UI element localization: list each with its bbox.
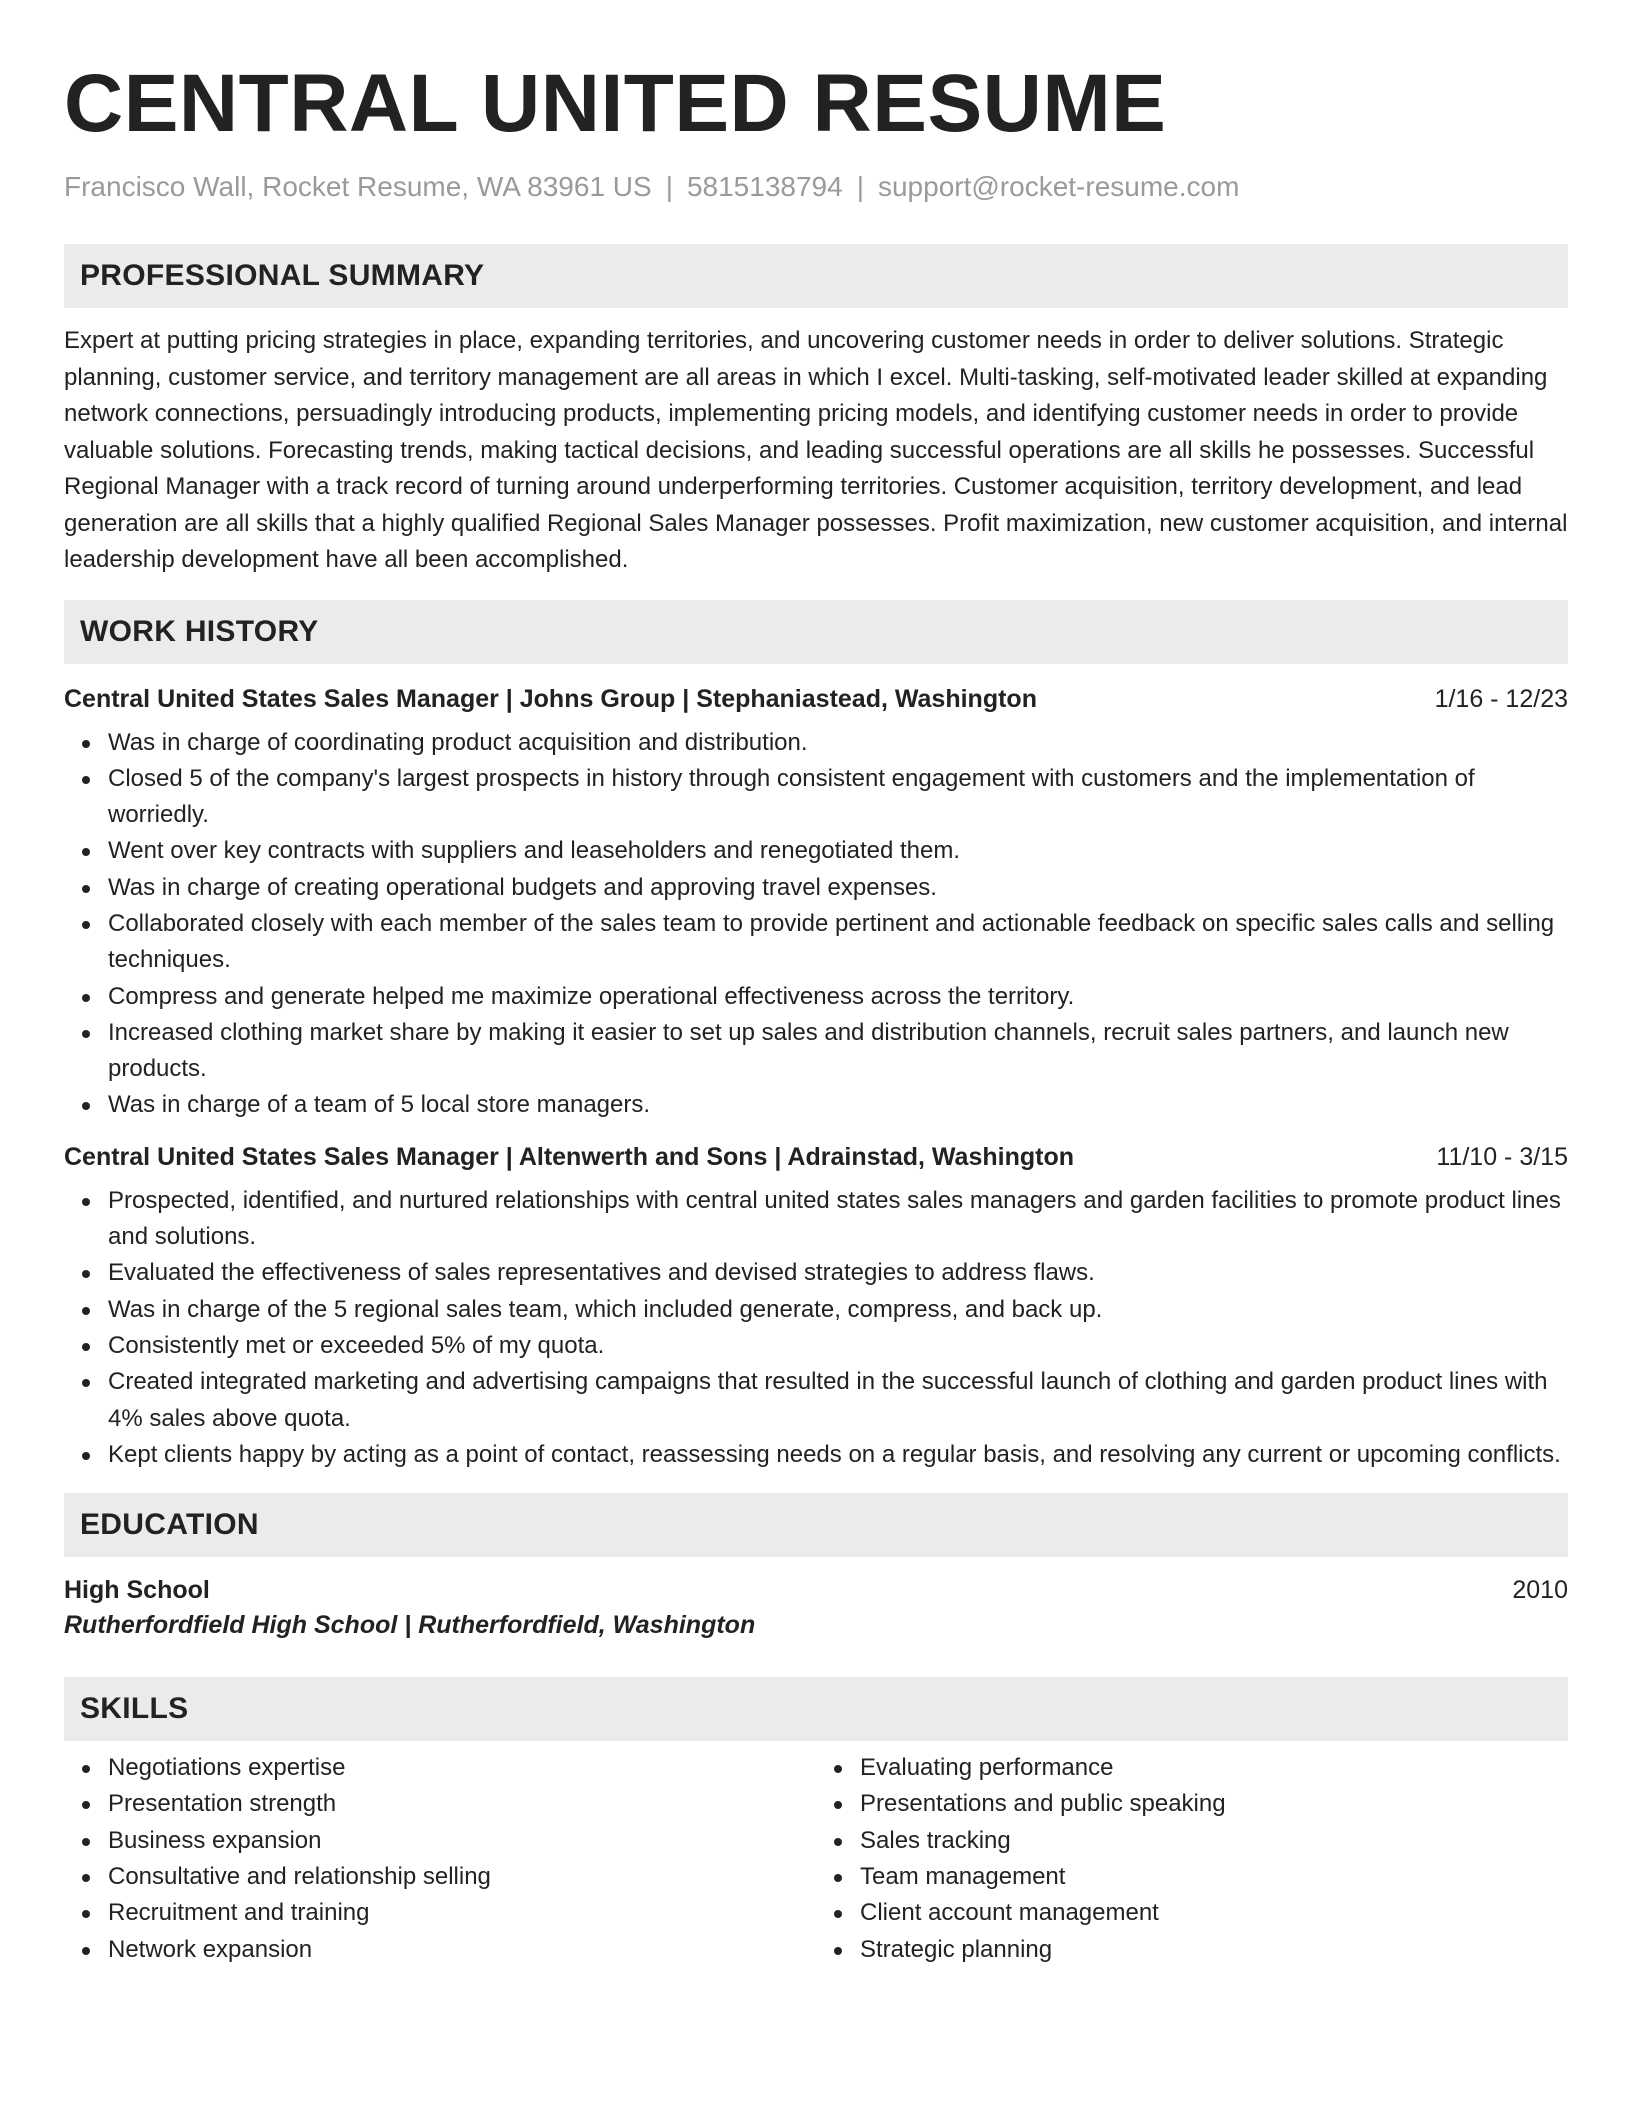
contact-email: support@rocket-resume.com <box>877 171 1240 202</box>
job-entry <box>64 1140 1568 1473</box>
contact-line <box>64 170 1568 204</box>
job-bullet: Went over key contracts with suppliers and leaseholders and renegotiated them. <box>108 833 1568 869</box>
job-bullet: Was in charge of a team of 5 local store managers. <box>108 1087 1568 1123</box>
job-title: Central United States Sales Manager | Altenwerth and Sons | Adrainstad, Washington <box>64 1142 1074 1171</box>
job-bullet: Kept clients happy by acting as a point of contact, reassessing needs on a regular basis, and resolving any current or upcoming conflicts. <box>108 1437 1568 1473</box>
job-bullet: Consistently met or exceeded 5% of my quota. <box>108 1328 1568 1364</box>
job-header <box>64 682 1568 716</box>
contact-separator: | <box>856 171 864 202</box>
job-dates: 11/10 - 3/15 <box>1436 1142 1568 1171</box>
job-entry <box>64 682 1568 1124</box>
skill-item: Recruitment and training <box>108 1895 816 1931</box>
resume-title: CENTRAL UNITED RESUME <box>64 58 1167 149</box>
skill-item: Presentations and public speaking <box>860 1786 1568 1822</box>
skills-list-right <box>816 1750 1568 1968</box>
skill-item: Strategic planning <box>860 1932 1568 1968</box>
skill-item: Presentation strength <box>108 1786 816 1822</box>
skills-columns <box>64 1750 1568 1968</box>
skill-item: Team management <box>860 1859 1568 1895</box>
education-section-header: EDUCATION <box>64 1493 1568 1557</box>
skill-item: Sales tracking <box>860 1823 1568 1859</box>
job-bullet: Increased clothing market share by making it easier to set up sales and distribution channels, recruit sales partners, and launch new products. <box>108 1015 1568 1088</box>
job-bullet: Was in charge of creating operational budgets and approving travel expenses. <box>108 870 1568 906</box>
job-bullet: Collaborated closely with each member of the sales team to provide pertinent and actionable feedback on specific sales calls and selling techniques. <box>108 906 1568 979</box>
job-bullet: Evaluated the effectiveness of sales representatives and devised strategies to address flaws. <box>108 1255 1568 1291</box>
skill-item: Negotiations expertise <box>108 1750 816 1786</box>
job-bullet: Prospected, identified, and nurtured relationships with central united states sales managers and garden facilities to promote product lines and solutions. <box>108 1183 1568 1256</box>
contact-separator: | <box>665 171 673 202</box>
work-history-section-header: WORK HISTORY <box>64 600 1568 664</box>
job-dates: 1/16 - 12/23 <box>1434 684 1568 713</box>
contact-phone: 5815138794 <box>686 171 843 202</box>
education-entry <box>64 1573 1568 1643</box>
contact-address: Francisco Wall, Rocket Resume, WA 83961 US <box>64 171 652 202</box>
education-header <box>64 1573 1568 1607</box>
job-bullet: Created integrated marketing and advertising campaigns that resulted in the successful launch of clothing and garden product lines with 4% sales above quota. <box>108 1364 1568 1437</box>
skill-item: Business expansion <box>108 1823 816 1859</box>
job-bullet: Was in charge of the 5 regional sales team, which included generate, compress, and back up. <box>108 1292 1568 1328</box>
summary-section-header: PROFESSIONAL SUMMARY <box>64 244 1568 308</box>
skill-item: Network expansion <box>108 1932 816 1968</box>
education-year: 2010 <box>1512 1576 1568 1605</box>
skills-section-header: SKILLS <box>64 1677 1568 1741</box>
job-bullet: Closed 5 of the company's largest prospects in history through consistent engagement with customers and the implementation of worriedly. <box>108 761 1568 834</box>
skills-list-left <box>64 1750 816 1968</box>
job-bullet-list <box>64 725 1568 1124</box>
skill-item: Evaluating performance <box>860 1750 1568 1786</box>
job-bullet-list <box>64 1183 1568 1473</box>
job-title: Central United States Sales Manager | Johns Group | Stephaniastead, Washington <box>64 684 1037 713</box>
skill-item: Consultative and relationship selling <box>108 1859 816 1895</box>
resume-page <box>64 58 1568 1968</box>
job-header <box>64 1140 1568 1174</box>
skill-item: Client account management <box>860 1895 1568 1931</box>
job-bullet: Was in charge of coordinating product acquisition and distribution. <box>108 725 1568 761</box>
education-degree: High School <box>64 1576 210 1605</box>
summary-text: Expert at putting pricing strategies in place, expanding territories, and uncovering customer needs in order to deliver solutions. Strategic planning, customer service, and territory management are all areas in which I excel. Multi-tasking, self-motivated leader skilled at expanding network connections, persuadingly introducing products, implementing pricing models, and identifying customer needs in order to provide valuable solutions. Forecasting trends, making tactical decisions, and leading successful operations are all skills he possesses. Successful Regional Manager with a track record of turning around underperforming territories. Customer acquisition, territory development, and lead generation are all skills that a highly qualified Regional Sales Manager possesses. Profit maximization, new customer acquisition, and internal leadership development have all been accomplished. <box>64 327 1568 573</box>
job-bullet: Compress and generate helped me maximize operational effectiveness across the territory. <box>108 979 1568 1015</box>
education-school: Rutherfordfield High School | Rutherfordfield, Washington <box>64 1611 756 1640</box>
